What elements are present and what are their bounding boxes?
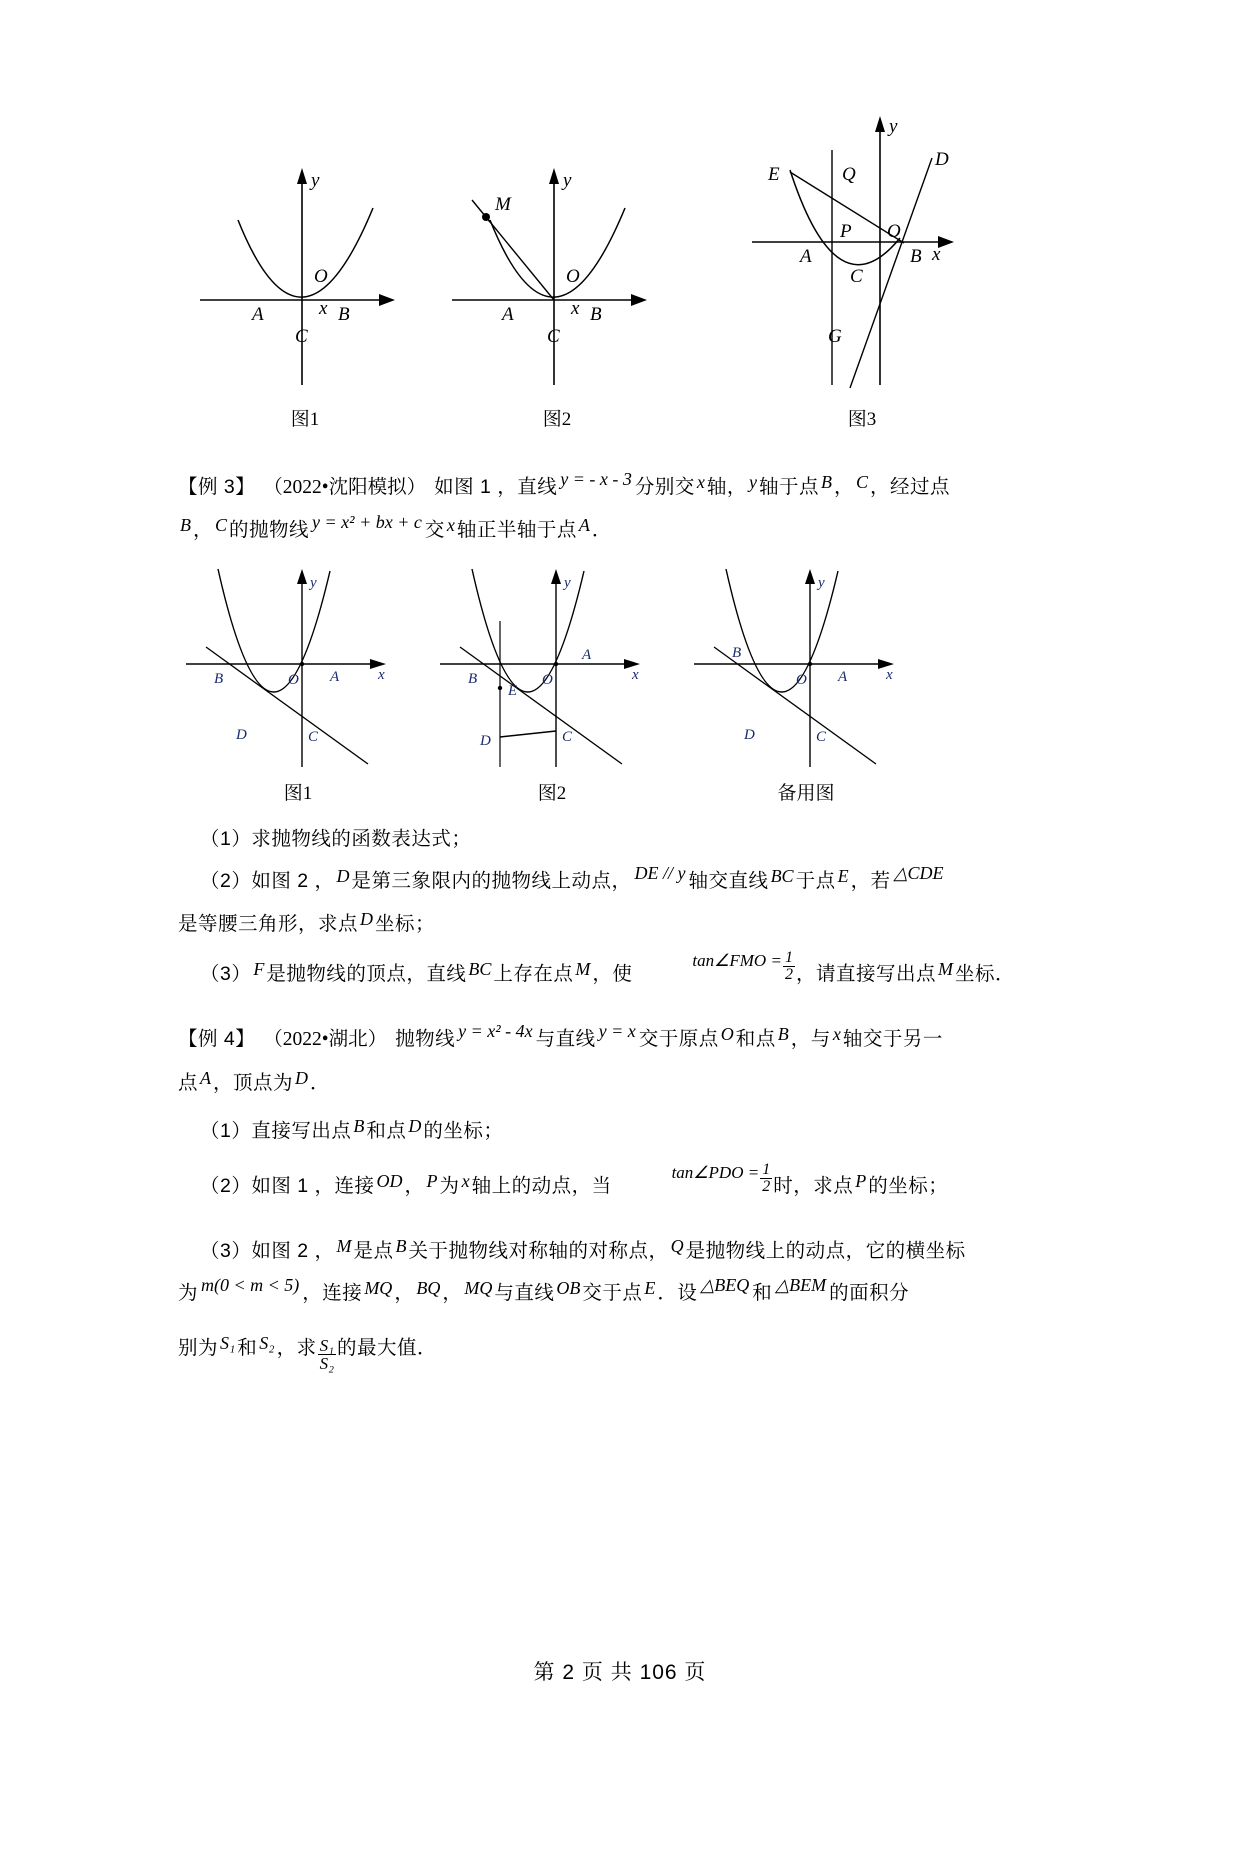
example3-q3-seg-bc: BC — [468, 959, 492, 980]
svg-text:B: B — [214, 670, 224, 687]
example4-q3-q: 的最大值． — [337, 1336, 438, 1359]
svg-text:C: C — [850, 266, 863, 287]
example4-q2-frac-denominator: 2 — [762, 1177, 771, 1195]
svg-text:O: O — [542, 671, 553, 688]
example3-q2-line1 — [178, 863, 1080, 893]
example4-q3-m2: 的面积分 — [829, 1282, 910, 1305]
example4-q1-a: （1）直接写出点 — [200, 1120, 352, 1143]
example4-point-b: B — [777, 1024, 789, 1045]
example3-q1-text: （1）求抛物线的函数表达式； — [200, 827, 472, 850]
figure-1-caption: 图1 — [290, 409, 320, 430]
document-page — [0, 110, 1240, 1864]
example4-q2-b: ， — [404, 1174, 425, 1197]
example3-q3-f: 坐标． — [954, 963, 1015, 986]
example3-source: （2022•沈阳模拟） — [263, 477, 427, 498]
example4-q3-ratio-fraction — [318, 1337, 336, 1372]
example4-q3-l: 和 — [752, 1282, 773, 1305]
example4-q3-seg-mq2: MQ — [464, 1278, 493, 1299]
example4-point-o: O — [720, 1024, 734, 1045]
example3-q3-tan-expression — [692, 949, 796, 985]
example4-text-e: ，与 — [790, 1028, 831, 1051]
example3-q2-eq: DE // y — [634, 863, 686, 884]
svg-text:x: x — [632, 666, 639, 683]
svg-text:D: D — [480, 732, 491, 749]
example4-q3-f: ，连接 — [302, 1282, 363, 1305]
example4-q3-line2 — [178, 1275, 1080, 1305]
example4-q1-point-d: D — [408, 1116, 422, 1137]
example4-q2-c: 为 — [439, 1174, 460, 1197]
example4-q3-line1 — [178, 1235, 1080, 1262]
example4-q2-seg-od: OD — [376, 1170, 403, 1191]
svg-text:A: A — [800, 246, 812, 267]
svg-text:x: x — [571, 298, 580, 319]
example4-q3-e: 为 — [178, 1282, 199, 1305]
svg-text:x: x — [319, 298, 328, 319]
example4-q2-var-x: x — [461, 1170, 470, 1191]
example3-l2-text-d: ． — [591, 519, 612, 542]
example3-line2 — [178, 512, 1080, 542]
example3-q2-a: （2）如图 2 ， — [200, 870, 335, 893]
example3-tag: 【例 3】 — [178, 476, 256, 498]
example3-figure-3 — [686, 559, 926, 805]
example3-point-b: B — [820, 472, 832, 492]
example3-text-a: 如图 1 ，直线 — [434, 476, 558, 498]
example4-q2-tan-expression — [671, 1160, 774, 1197]
example4-var-x: x — [832, 1024, 841, 1045]
example3-var-y: y — [748, 472, 757, 492]
svg-text:O: O — [887, 221, 901, 242]
example3-l2-point-a: A — [578, 515, 590, 536]
example3-l2-var-x: x — [446, 515, 455, 536]
svg-text:B: B — [732, 644, 742, 661]
example4-text-b: 与直线 — [535, 1028, 596, 1051]
example4-q3-j: 交于点 — [582, 1282, 643, 1305]
example4-point-a: A — [200, 1067, 212, 1088]
example4-q3-k: ．设 — [657, 1282, 698, 1305]
example4-line2 — [178, 1067, 1080, 1094]
example4-q3-g: ， — [394, 1282, 415, 1305]
example4-q2-frac-numerator: 1 — [762, 1160, 771, 1178]
example4-line1 — [178, 1021, 1080, 1051]
svg-text:x: x — [886, 666, 893, 683]
svg-text:y: y — [563, 170, 572, 191]
example4-q2-f: 的坐标； — [868, 1174, 949, 1197]
example4-q3-ratio-denominator: S₂ — [319, 1353, 334, 1373]
example3-q3-a: （3） — [200, 963, 252, 986]
example4-q3-a: （3）如图 2 ， — [200, 1239, 335, 1262]
svg-text:O: O — [314, 266, 328, 287]
example3-point-c: C — [855, 472, 868, 492]
example3-line1 — [178, 469, 1080, 498]
svg-text:B: B — [338, 304, 350, 325]
svg-text:A: A — [330, 668, 340, 685]
example3-parabola-equation: y = x² + bx + c — [312, 512, 422, 533]
example4-q1-point-b: B — [353, 1116, 365, 1137]
example4-q3-point-m: M — [336, 1235, 352, 1256]
example3-figure-2 — [432, 559, 672, 805]
page-footer: 第 2 页 共 106 页 — [533, 1661, 707, 1684]
example3-l2-point-c: C — [215, 515, 228, 536]
example4-q3-triangle-2: △BEM — [775, 1275, 827, 1296]
svg-text:y: y — [311, 170, 320, 191]
example3-q2-f: 是等腰三角形，求点 — [178, 912, 359, 935]
example3-questions — [0, 829, 1240, 1375]
example3-q3-d: ，使 — [592, 963, 633, 986]
example4-q3-p: ，求 — [276, 1336, 317, 1359]
svg-text:A: A — [502, 304, 514, 325]
example4-l2-b: ，顶点为 — [213, 1071, 294, 1094]
svg-text:A: A — [838, 668, 848, 685]
example4-text-a: 抛物线 — [395, 1028, 456, 1051]
example3-q2-g: 坐标； — [375, 912, 436, 935]
example4-tag: 【例 4】 — [178, 1028, 256, 1051]
example3-q3-fraction — [783, 950, 795, 983]
example3-q3-frac-denominator: 2 — [784, 966, 793, 984]
svg-text:x: x — [378, 666, 385, 683]
example4-source: （2022•湖北） — [263, 1029, 388, 1051]
example3-q3 — [178, 949, 1080, 999]
example3-q2-d: 于点 — [795, 870, 836, 893]
figure-2 — [442, 110, 672, 431]
svg-text:y: y — [889, 116, 898, 137]
example3-text-c: 轴， — [706, 476, 747, 498]
example4-q3-s2: S₂ — [259, 1332, 275, 1353]
figure-3-caption: 图3 — [847, 409, 877, 430]
svg-text:O: O — [288, 671, 299, 688]
example4-q3-d: 是抛物线上的动点，它的横坐标 — [685, 1239, 966, 1262]
figure-2-caption: 图2 — [542, 409, 572, 430]
example4-q2-fraction — [760, 1162, 772, 1195]
svg-text:y: y — [818, 574, 825, 591]
figure-3 — [732, 110, 992, 431]
example3-q3-tan-lhs: tan∠FMO = — [692, 951, 782, 971]
example3-text-b: 分别交 — [634, 476, 695, 498]
svg-text:y: y — [310, 574, 317, 591]
example4-q3-line3 — [178, 1332, 1080, 1375]
example4-q3-seg-ob: OB — [556, 1278, 581, 1299]
svg-text:A: A — [252, 304, 264, 325]
example4-text-f: 轴交于另一 — [842, 1028, 943, 1051]
example4-q3-point-b: B — [395, 1235, 407, 1256]
example3-l2-comma: ， — [193, 519, 214, 542]
example4-q2-a: （2）如图 1 ，连接 — [200, 1174, 375, 1197]
example4-q1-c: 的坐标； — [423, 1120, 504, 1143]
example4-parabola-equation: y = x² - 4x — [458, 1021, 533, 1042]
example3-q2-triangle: △CDE — [893, 863, 944, 884]
svg-text:C: C — [295, 326, 308, 347]
example3-q2-line2 — [178, 908, 1080, 935]
figure-1 — [190, 110, 420, 431]
example4-q1-b: 和点 — [366, 1120, 407, 1143]
top-figure-row — [0, 110, 1240, 431]
example4-l2-c: ． — [310, 1071, 331, 1094]
example4-q3-c: 关于抛物线对称轴的对称点， — [408, 1239, 669, 1262]
svg-text:B: B — [468, 670, 478, 687]
example3-q2-b: 是第三象限内的抛物线上动点， — [351, 870, 632, 893]
example4-l2-a: 点 — [178, 1071, 199, 1094]
svg-text:C: C — [547, 326, 560, 347]
svg-text:D: D — [744, 726, 755, 743]
example4-q2-point-p: P — [426, 1170, 438, 1191]
svg-text:C: C — [816, 728, 827, 745]
example4-q3-n: 别为 — [178, 1336, 219, 1359]
example4-q2 — [178, 1160, 1080, 1211]
svg-text:E: E — [768, 164, 780, 185]
svg-text:E: E — [508, 682, 518, 699]
example3-q2-point-d: D — [336, 866, 350, 887]
svg-text:y: y — [564, 574, 571, 591]
example3-q3-point-f: F — [253, 959, 265, 980]
example3-comma-1: ， — [833, 476, 854, 498]
example3-q2-seg-bc: BC — [770, 866, 794, 887]
svg-text:B: B — [910, 246, 922, 267]
svg-text:D: D — [236, 726, 247, 743]
svg-text:A: A — [582, 646, 592, 663]
example3-q3-point-m: M — [575, 959, 591, 980]
example3-figure-1-caption: 图1 — [283, 782, 313, 804]
example3-q3-point-m2: M — [937, 959, 953, 980]
example3-var-x: x — [696, 472, 705, 492]
example4-q3-h: ， — [442, 1282, 463, 1305]
example4-q3-seg-mq: MQ — [364, 1278, 393, 1299]
svg-text:G: G — [828, 326, 842, 347]
example4-q3-point-q: Q — [670, 1235, 684, 1256]
example4-text-c: 交于原点 — [638, 1028, 719, 1051]
example4-q2-d: 轴上的动点，当 — [471, 1174, 612, 1197]
example4-q2-point-p2: P — [855, 1170, 867, 1191]
svg-text:C: C — [308, 728, 319, 745]
example3-figure-2-caption: 图2 — [537, 782, 567, 804]
example4-q3-seg-bq: BQ — [416, 1278, 441, 1299]
example3-l2-text-b: 交 — [424, 519, 445, 542]
example4-q3-m-range: m(0 < m < 5) — [201, 1275, 300, 1296]
svg-text:x: x — [932, 244, 941, 265]
example3-q3-c: 上存在点 — [493, 963, 574, 986]
example3-figure-1 — [178, 559, 418, 805]
example3-l2-text-a: 的抛物线 — [229, 519, 310, 542]
example3-figure-row — [0, 559, 1240, 805]
svg-text:C: C — [562, 728, 573, 745]
example3-q1 — [178, 829, 1080, 849]
example4-q3-ratio-numerator: S₁ — [319, 1335, 334, 1355]
example4-q2-tan-lhs: tan∠PDO = — [671, 1162, 760, 1182]
svg-text:D: D — [935, 149, 949, 170]
example3-l2-text-c: 轴正半轴于点 — [456, 519, 577, 542]
example3-equation-line: y = - x - 3 — [560, 469, 632, 489]
example3-q2-point-d2: D — [360, 908, 374, 929]
svg-text:O: O — [796, 671, 807, 688]
example4-line-equation: y = x — [598, 1021, 636, 1042]
example4-q3-b: 是点 — [353, 1239, 394, 1262]
example4-point-d: D — [295, 1067, 309, 1088]
example4-text-d: 和点 — [735, 1028, 776, 1051]
example4-q3-i: 与直线 — [494, 1282, 555, 1305]
example3-l2-point-b: B — [180, 515, 191, 536]
example3-q3-frac-numerator: 1 — [784, 949, 793, 967]
svg-text:P: P — [840, 221, 852, 242]
example3-text-d: 轴于点 — [758, 476, 819, 498]
example4-q3-o: 和 — [237, 1336, 258, 1359]
example3-q3-e: ，请直接写出点 — [795, 963, 936, 986]
example3-q2-e: ，若 — [850, 870, 891, 893]
example4-q3-s1: S₁ — [220, 1332, 236, 1353]
svg-text:Q: Q — [842, 164, 856, 185]
document-body — [0, 469, 1240, 542]
svg-text:M: M — [495, 194, 511, 215]
example4-q3-point-e: E — [644, 1278, 656, 1299]
example3-figure-3-caption: 备用图 — [777, 782, 835, 804]
example4-q1 — [178, 1116, 1080, 1143]
example3-text-e: ，经过点 — [869, 476, 950, 498]
svg-text:B: B — [590, 304, 602, 325]
example4-q2-e: 时，求点 — [773, 1174, 854, 1197]
svg-text:O: O — [566, 266, 580, 287]
example3-q2-point-e: E — [837, 866, 849, 887]
example3-q3-b: 是抛物线的顶点，直线 — [266, 963, 467, 986]
example3-q2-c: 轴交直线 — [688, 870, 769, 893]
example4-q3-triangle-1: △BEQ — [700, 1275, 750, 1296]
